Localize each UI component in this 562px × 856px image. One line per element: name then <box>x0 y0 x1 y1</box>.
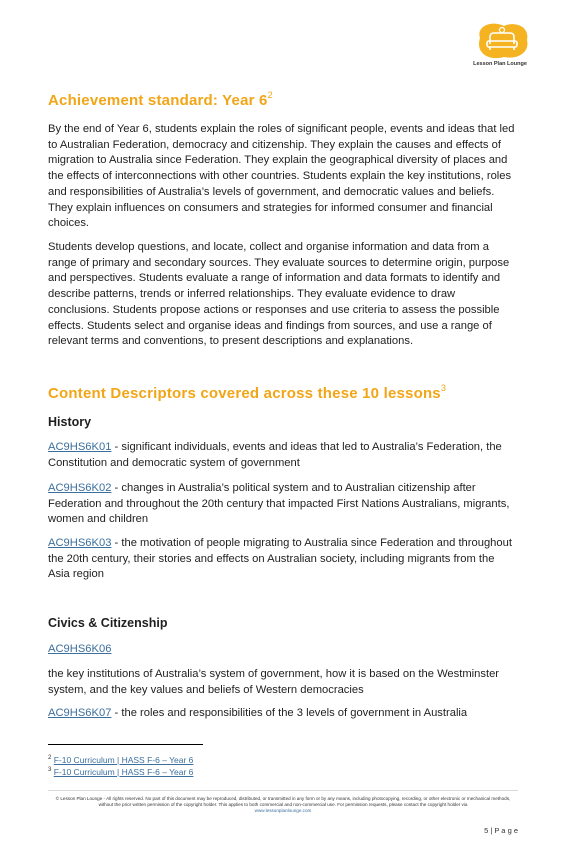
descriptor-code-link[interactable]: AC9HS6K02 <box>48 482 112 494</box>
descriptor-text: - the motivation of people migrating to Australia since Federation and throughout the 20th century, their stories and effects on Australian society, including migrants from the Asia region <box>48 537 512 581</box>
descriptor-text: the key institutions of Australia’s system of government, how it is based on the Westminster system, and the key values and beliefs of Western democracies <box>48 668 500 696</box>
descriptor-code-link[interactable]: AC9HS6K06 <box>48 643 112 655</box>
footnote-3 <box>48 767 193 777</box>
descriptor-item <box>48 642 518 658</box>
footnote-divider <box>48 744 203 745</box>
copyright-text: © Lesson Plan Lounge - All rights reserved. No part of this document may be reproduced, distributed, or transmitted in any form or by any means, including photocopying, recording, or other electronic or mechanical methods, without the prior written permission of the copyright holder. This applies to both commercial and non-commercial use. For permission requests, please contact the copyright holder via <box>55 796 511 807</box>
couch-icon <box>474 22 530 60</box>
descriptor-item <box>48 440 518 471</box>
page-number <box>440 826 518 835</box>
page-number-value: 5 <box>484 826 489 835</box>
descriptor-code-link[interactable]: AC9HS6K01 <box>48 441 112 453</box>
achievement-paragraph-2: Students develop questions, and locate, collect and organise information and data from a range of primary and secondary sources. They evaluate sources to determine origin, purpose and perspectives. Students evaluate a range of information and data formats to identify and describe patterns, trends or inferred relationships. They evaluate evidence to draw conclusions. Students propose actions or responses and use criteria to assess the possible effects. Students select and organise ideas and findings from sources, and use a range of relevant terms and conventions, to present descriptions and explanations. <box>48 241 510 348</box>
descriptor-text: - significant individuals, events and ideas that led to Australia’s Federation, the Constitution and democratic system of government <box>48 441 502 469</box>
history-heading: History <box>48 415 92 429</box>
footer-divider <box>48 790 518 791</box>
logo-text: Lesson Plan Lounge <box>473 61 527 67</box>
civics-heading: Civics & Citizenship <box>48 616 168 630</box>
footnote-link[interactable]: F-10 Curriculum | HASS F-6 – Year 6 <box>53 755 194 765</box>
footnote-link[interactable]: F-10 Curriculum | HASS F-6 – Year 6 <box>53 767 194 777</box>
copyright-notice <box>48 796 518 814</box>
lesson-plan-lounge-logo <box>466 22 534 74</box>
descriptor-code-link[interactable]: AC9HS6K07 <box>48 707 112 719</box>
descriptor-item <box>48 536 518 583</box>
achievement-heading <box>48 92 273 109</box>
achievement-heading-text: Achievement standard: Year 6 <box>48 92 268 109</box>
descriptor-item <box>48 706 518 722</box>
footnote-ref-2[interactable]: 2 <box>267 90 273 100</box>
footnote-ref-3[interactable]: 3 <box>440 383 447 393</box>
content-descriptors-heading <box>48 385 446 402</box>
achievement-paragraph-1: By the end of Year 6, students explain the roles of significant people, events and ideas that led to Australian Federation, democracy and citizenship. They explain the causes and effects of migration to Australia since Federation. They explain the geographical diversity of places and the effects of interconnections with other countries. Students explain the key institutions, roles and responsibilities of Australia’s levels of government, and democratic values and beliefs. They explain influences on consumers and strategies for informed consumer and financial choices. <box>48 123 515 230</box>
website-link[interactable]: www.lessonplanlounge.com <box>254 808 312 813</box>
content-descriptors-heading-text: Content Descriptors covered across these 10 lessons <box>48 385 441 402</box>
page-label: | P a g e <box>490 826 518 835</box>
footnote-number: 3 <box>48 767 52 774</box>
footnote-2 <box>48 755 193 765</box>
footnote-number: 2 <box>48 755 52 762</box>
descriptor-code-link[interactable]: AC9HS6K03 <box>48 537 112 549</box>
descriptor-text: - the roles and responsibilities of the 3 levels of government in Australia <box>111 707 468 719</box>
descriptor-text: - changes in Australia’s political system and to Australian citizenship after Federation and throughout the 20th century that impacted First Nations Australians, migrants, women and children <box>48 482 510 526</box>
descriptor-item <box>48 481 518 528</box>
